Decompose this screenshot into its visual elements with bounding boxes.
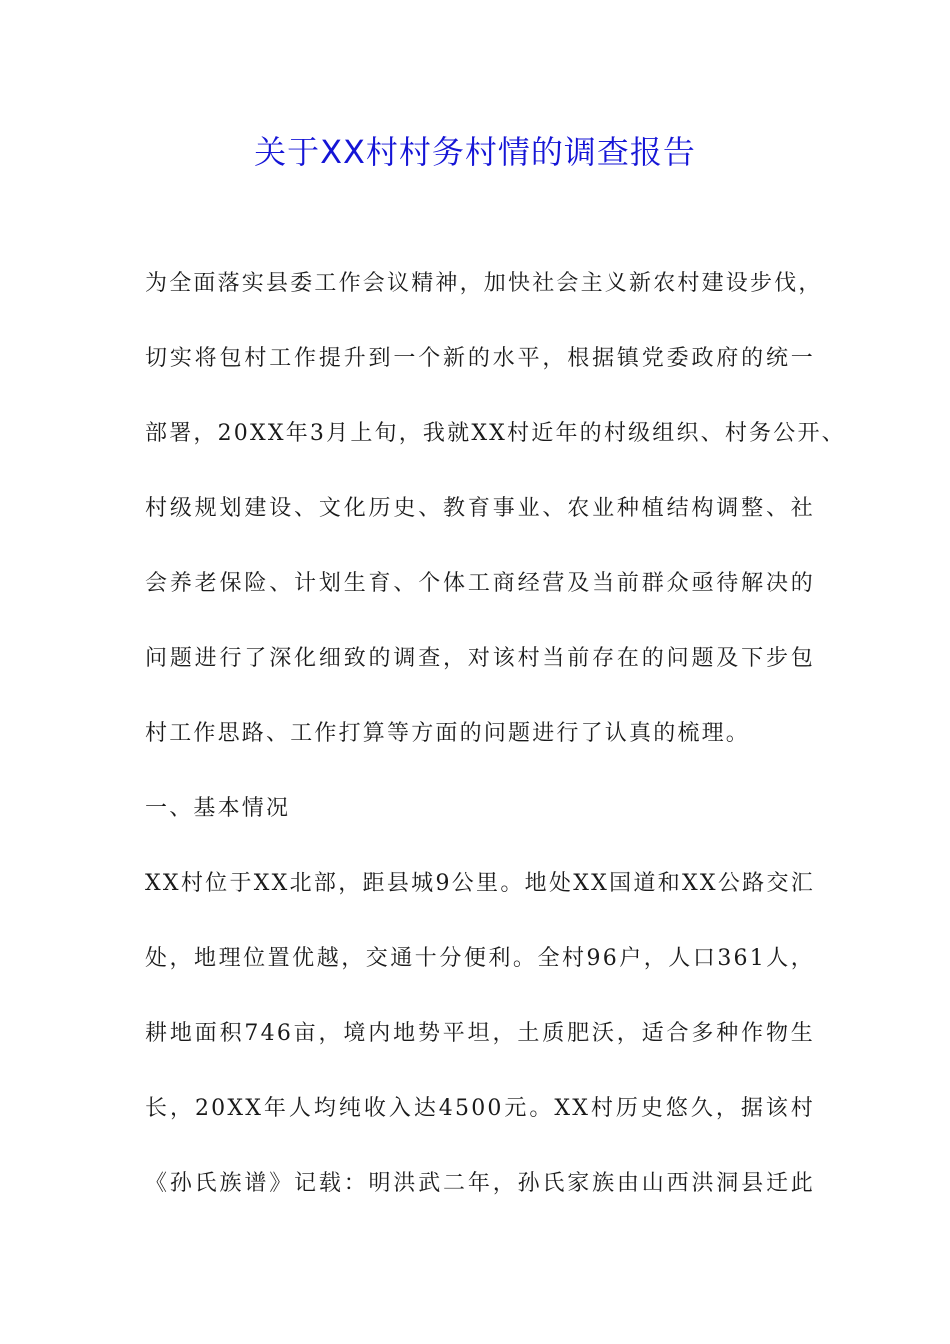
section-heading-basic-situation: 一、基本情况 bbox=[145, 796, 291, 821]
body-line-9: XX村位于XX北部，距县城9公里。地处XX国道和XX公路交汇 bbox=[145, 871, 815, 896]
body-line-6: 问题进行了深化细致的调查，对该村当前存在的问题及下步包 bbox=[145, 646, 815, 671]
body-line-2: 切实将包村工作提升到一个新的水平，根据镇党委政府的统一 bbox=[145, 346, 815, 371]
body-line-1: 为全面落实县委工作会议精神，加快社会主义新农村建设步伐， bbox=[145, 271, 823, 296]
body-line-7: 村工作思路、工作打算等方面的问题进行了认真的梳理。 bbox=[145, 721, 751, 746]
body-line-12: 长，20XX年人均纯收入达4500元。XX村历史悠久，据该村 bbox=[145, 1096, 815, 1121]
body-line-3: 部署，20XX年3月上旬，我就XX村近年的村级组织、村务公开、 bbox=[145, 421, 846, 446]
body-line-11: 耕地面积746亩，境内地势平坦，土质肥沃，适合多种作物生 bbox=[145, 1021, 815, 1046]
body-line-10: 处，地理位置优越，交通十分便利。全村96户，人口361人， bbox=[145, 946, 815, 971]
body-line-5: 会养老保险、计划生育、个体工商经营及当前群众亟待解决的 bbox=[145, 571, 815, 596]
document-title: 关于XX村村务村情的调查报告 bbox=[254, 133, 696, 171]
body-line-13: 《孙氏族谱》记载：明洪武二年，孙氏家族由山西洪洞县迁此 bbox=[145, 1171, 815, 1196]
body-line-4: 村级规划建设、文化历史、教育事业、农业种植结构调整、社 bbox=[145, 496, 815, 521]
